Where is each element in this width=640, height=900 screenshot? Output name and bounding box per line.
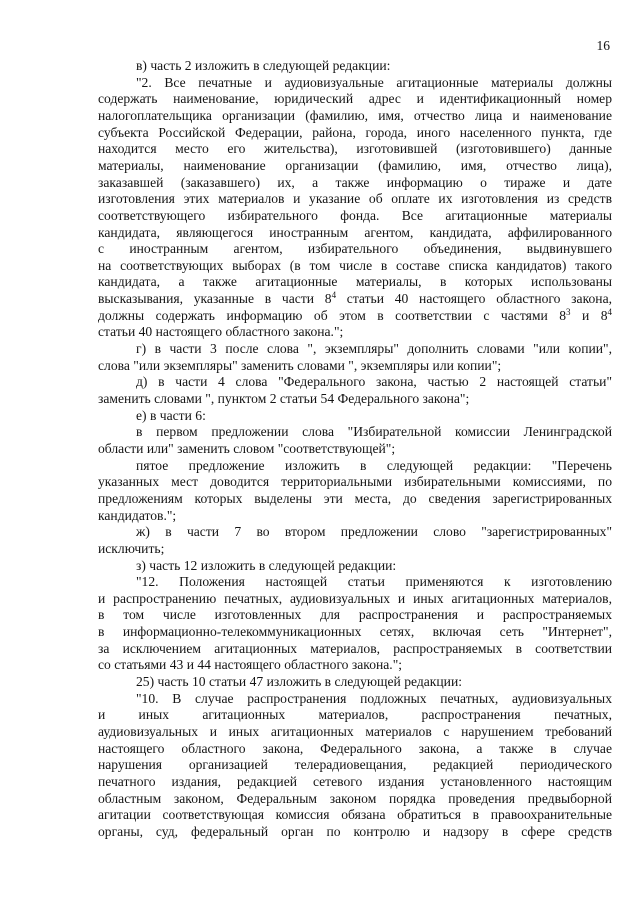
text-line: [98, 824, 612, 840]
line-text: аудиовизуальных и иных агитационных материалов с нарушением требований: [98, 724, 612, 739]
line-text: "2. Все печатные и аудиовизуальные агитационные материалы должны: [136, 74, 612, 90]
line-text: з) часть 12 изложить в следующей редакции:: [136, 557, 397, 573]
line-text: и иных агитационных материалов, распространения печатных,: [98, 707, 612, 723]
line-text: и распространению печатных, аудиовизуальных и иных агитационных материалов,: [98, 590, 612, 606]
line-text: указанных мест доводится территориальными избирательными комиссиями, по: [98, 474, 612, 490]
line-text: органы, суд, федеральный орган по контролю и надзору в сфере средств: [98, 823, 612, 839]
line-text: нарушения организацией телерадиовещания, редакцией периодического: [98, 757, 612, 773]
line-text: субъекта Российской Федерации, района, города, иного населенного пункта, где: [98, 124, 612, 140]
line-text: находится место его жительства), изготовившей (изготовившего) данные: [98, 141, 612, 157]
text-line: [98, 258, 612, 274]
text-line: [136, 674, 612, 690]
line-text: д) в части 4 слова "Федерального закона, частью 2 настоящей статьи": [136, 374, 612, 390]
line-text: "12. Положения настоящей статьи применяются к изготовлению: [136, 574, 612, 590]
line-text: изготовления этих материалов и указание об оплате их изготовления из средств: [98, 191, 612, 207]
text-line: [98, 208, 612, 224]
line-text: заказавшей (заказавшего) их, а также информацию о тираже и дате: [98, 174, 612, 190]
line-text: г) в части 3 после слова ", экземпляры" дополнить словами "или копии",: [136, 341, 612, 357]
text-line: [98, 641, 612, 657]
text-line: [136, 558, 612, 574]
line-text: заменить словами ", пунктом 2 статьи 54 Федерального закона";: [98, 391, 470, 406]
line-text: материалы, наименование организации (фамилию, имя, отчество лица),: [98, 157, 612, 173]
text-line: [98, 474, 612, 490]
page-number: 16: [596, 38, 610, 53]
line-text: предложениям которых выделены эти места, до сведения зарегистрированных: [98, 490, 612, 506]
line-text: слова "или экземпляры" заменить словами ", экземпляры или копии";: [98, 357, 502, 373]
text-line: [98, 225, 612, 241]
line-text: со статьями 43 и 44 настоящего областного закона.";: [98, 657, 403, 673]
text-line: [98, 274, 612, 290]
text-line: [98, 491, 612, 507]
line-text: в) часть 2 изложить в следующей редакции:: [136, 58, 391, 73]
line-text: печатного издания, редакцией сетевого издания установленного настоящим: [98, 773, 612, 789]
line-text: и 8: [570, 307, 608, 323]
line-text: с иностранным агентом, избирательного объединения, выдвинувшего: [98, 241, 612, 257]
text-line: [136, 574, 612, 590]
line-text: содержать наименование, юридический адрес и идентификационный номер: [98, 91, 612, 107]
line-text: кандидатов.";: [98, 507, 177, 523]
line-text: соответствующего избирательного фонда. Все агитационные материалы: [98, 207, 612, 223]
text-line: [136, 58, 612, 74]
text-line: [136, 374, 612, 390]
text-line: [136, 408, 612, 424]
line-text: области или" заменить словом "соответствующей";: [98, 440, 396, 456]
superscript: 4: [607, 306, 612, 317]
text-line: [98, 757, 612, 773]
text-line: [98, 591, 612, 607]
line-text: 25) часть 10 статьи 47 изложить в следующей редакции:: [136, 674, 463, 690]
line-text: настоящего областного закона, Федерального закона, а также в случае: [98, 740, 612, 756]
text-line: [98, 291, 612, 307]
text-line: [98, 308, 612, 324]
line-text: статьи 40 настоящего областного закона,: [336, 291, 613, 307]
line-text: кандидата, а также агитационные материалы, в которых использованы: [98, 274, 612, 290]
text-line: [136, 75, 612, 91]
text-line: [98, 791, 612, 807]
text-line: [136, 524, 612, 540]
text-line: [98, 607, 612, 623]
text-line: [98, 241, 612, 257]
text-line: [136, 341, 612, 357]
line-text: на соответствующих выборах (в том числе в составе списка кандидатов) такого: [98, 257, 612, 273]
line-text: агитации соответствующая комиссия обязана обратиться в правоохранительные: [98, 807, 612, 823]
text-line: [98, 724, 612, 740]
line-text: кандидата, являющегося иностранным агентом, кандидата, аффилированного: [98, 224, 612, 240]
line-text: в информационно-телекоммуникационных сетях, включая сеть "Интернет",: [98, 624, 612, 640]
line-text: е) в части 6:: [136, 407, 206, 423]
text-line: [98, 807, 612, 823]
text-line: [136, 458, 612, 474]
line-text: "10. В случае распространения подложных печатных, аудиовизуальных: [136, 690, 612, 706]
text-line: [98, 141, 612, 157]
text-line: [98, 441, 612, 457]
line-text: ж) в части 7 во втором предложении слово "зарегистрированных": [136, 524, 612, 540]
text-line: [98, 324, 612, 340]
line-text: в первом предложении слова "Избирательной комиссии Ленинградской: [136, 424, 612, 440]
line-text: пятое предложение изложить в следующей редакции: "Перечень: [136, 457, 612, 473]
text-line: [98, 391, 612, 407]
line-text: статьи 40 настоящего областного закона.";: [98, 324, 344, 340]
text-line: [98, 175, 612, 191]
line-text: исключить;: [98, 540, 165, 556]
line-text: в том числе изготовленных для распространения и распространяемых: [98, 607, 612, 623]
text-line: [98, 707, 612, 723]
line-text: за исключением агитационных материалов, распространяемых в соответствии: [98, 640, 612, 656]
line-text: областным законом, Федеральным законом порядка проведения предвыборной: [98, 790, 612, 806]
text-line: [98, 191, 612, 207]
text-line: [98, 541, 612, 557]
text-line: [98, 774, 612, 790]
text-line: [98, 91, 612, 107]
line-text: должны содержать информацию об этом в соответствии с частями 8: [98, 307, 566, 323]
text-line: [136, 691, 612, 707]
text-line: [98, 125, 612, 141]
text-line: [98, 657, 612, 673]
text-line: [98, 624, 612, 640]
superscript: 3: [566, 306, 571, 317]
superscript: 4: [331, 290, 337, 301]
text-line: [98, 358, 612, 374]
line-text: налогоплательщика организации (фамилию, имя, отчество лица и наименование: [98, 107, 612, 123]
line-text: высказывания, указанные в части 8: [98, 291, 332, 307]
text-line: [98, 158, 612, 174]
text-line: [136, 424, 612, 440]
text-line: [98, 508, 612, 524]
text-line: [98, 108, 612, 124]
text-line: [98, 741, 612, 757]
